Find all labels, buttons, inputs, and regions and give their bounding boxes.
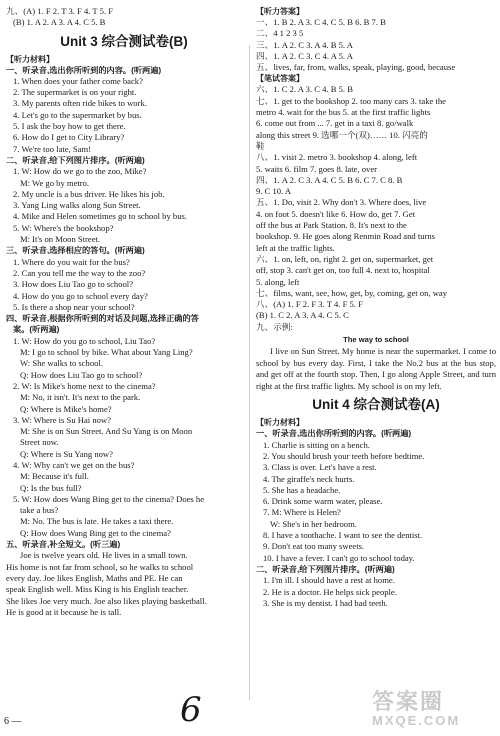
section-5-title: 五、听录音,补全短文。(听三遍): [6, 540, 121, 550]
answer-line: along this street 9. 选哪一个(双)…… 10. 闪亮的: [256, 129, 428, 140]
list-item: 1. Where do you wait for the bus?: [13, 256, 130, 267]
answer-line: 九、示例:: [256, 321, 293, 332]
answer-line: 一、1. B 2. A 3. C 4. C 5. B 6. B 7. B: [256, 17, 386, 27]
column-divider: [249, 45, 250, 700]
list-item: 4. W: Why can't we get on the bus?: [13, 459, 135, 470]
answer-line: off, stop 3. can't get on, too full 4. next to, hospital: [256, 265, 430, 276]
list-item: 1. When does your father come back?: [13, 75, 143, 86]
u4-section-1-title: 一、听录音,选出你所听到的内容。(听两遍): [256, 429, 412, 439]
list-item: 1. I'm ill. I should have a rest at home.: [263, 575, 395, 586]
passage-line: Joe is twelve years old. He lives in a small town.: [20, 550, 188, 561]
list-item: M: She is on Sun Street. And Su Yang is on Moon: [20, 426, 193, 437]
material-header: 【听力材料】: [6, 54, 54, 64]
list-item: 5. Is there a shop near your school?: [13, 301, 135, 312]
list-item: 3. Class is over. Let's have a rest.: [263, 462, 377, 473]
list-item: 3. My parents often ride bikes to work.: [13, 98, 147, 109]
list-item: 9. Don't eat too many sweets.: [263, 541, 365, 552]
passage-line: speak English well. Miss King is his English teacher.: [6, 584, 189, 595]
answer-line: 三、1. A 2. C 3. A 4. B 5. A: [256, 39, 353, 50]
answer-line: 八、(A) 1. F 2. F 3. T 4. F 5. F: [256, 299, 363, 310]
list-item: take a bus?: [20, 505, 59, 516]
section-4-title-cont: 案。(听两遍): [13, 325, 60, 335]
answer-line: 鞋: [256, 140, 265, 151]
list-item: 3. Yang Ling walks along Sun Street.: [13, 200, 141, 211]
handwritten-mark: 6: [180, 690, 202, 730]
list-item: M: No. The bus is late. He takes a taxi there.: [20, 516, 174, 527]
list-item: 1. Charlie is sitting on a bench.: [263, 439, 370, 450]
list-item: 5. She has a headache.: [263, 484, 341, 495]
answer-line: 5. along, left: [256, 276, 300, 287]
list-item: 1. W: How do you go to school, Liu Tao?: [13, 335, 156, 346]
list-item: M: We go by metro.: [20, 177, 90, 188]
watermark-line-2: MXQE.COM: [372, 713, 461, 728]
section-3-title: 三、听录音,选择相应的答句。(听两遍): [6, 246, 145, 256]
list-item: 2. My uncle is a bus driver. He likes his job.: [13, 188, 165, 199]
list-item: 5. W: Where's the bookshop?: [13, 222, 114, 233]
watermark-logo: [372, 690, 498, 732]
section-2-title: 二、听录音,给下列图片排序。(听两遍): [6, 155, 145, 165]
essay-text: I live on Sun Street. My home is near the supermarket. I come to school by bus every day. First, I take the No.2 bus at the bus stop, and get off at the fourth stop. Then, I go along Apple Street, and turn right at the first traffic lights. My school is on my left.: [256, 346, 496, 391]
answer-line: 4. on foot 5. doesn't like 6. How do, get 7. Get: [256, 208, 416, 219]
answer-line: 6. come out from ... 7. get in a taxi 8. go/walk: [256, 118, 414, 129]
list-item: M: I go to school by bike. What about Yang Ling?: [20, 347, 193, 358]
prev-answer-line-b: (B) 1. A 2. A 3. A 4. C 5. B: [13, 17, 106, 28]
answer-line: 七、1. get to the bookshop 2. too many cars 3. take the: [256, 95, 446, 106]
list-item: 2. W: Is Mike's home next to the cinema?: [13, 380, 156, 391]
right-column: [256, 6, 496, 609]
answer-line: 六、1. C 2. A 3. C 4. B 5. B: [256, 84, 353, 95]
list-item: 10. I have a fever. I can't go to school today.: [263, 552, 415, 563]
list-item: Street now.: [20, 437, 59, 448]
listening-answers-header: 【听力答案】: [256, 7, 304, 16]
list-item: 6. How do I get to City Library?: [13, 132, 125, 143]
list-item: 4. Let's go to the supermarket by bus.: [13, 109, 142, 120]
list-item: Q: Is the bus full?: [20, 482, 82, 493]
list-item: 4. How do you go to school every day?: [13, 290, 148, 301]
essay-title: The way to school: [343, 335, 409, 345]
watermark-line-1: 答案圈: [372, 689, 445, 714]
u4-section-2-title: 二、听录音,给下列图片排序。(听两遍): [256, 564, 395, 574]
list-item: 5. I ask the boy how to get there.: [13, 121, 126, 132]
list-item: 4. Mike and Helen sometimes go to school by bus.: [13, 211, 188, 222]
written-answers-header: 【笔试答案】: [256, 74, 304, 84]
unit-4-title: Unit 4 综合测试卷(A): [312, 397, 440, 413]
list-item: Q: Where is Su Yang now?: [20, 448, 113, 459]
answer-line: 四、1. A 2. C 3. A 4. C 5. B 6. C 7. C 8. B: [256, 174, 403, 185]
list-item: M: No, it isn't. It's next to the park.: [20, 392, 141, 403]
u4-material-header: 【听力材料】: [256, 418, 304, 428]
answer-line: 四、1. A 2. C 3. C 4. A 5. A: [256, 50, 353, 61]
list-item: 2. You should brush your teeth before bedtime.: [263, 450, 425, 461]
answer-line: metro 4. wait for the bus 5. at the first traffic lights: [256, 107, 431, 118]
list-item: 3. W: Where is Su Hai now?: [13, 414, 111, 425]
passage-line: every day. Joe likes English, Maths and PE. He can: [6, 572, 183, 583]
list-item: 3. How does Liu Tao go to school?: [13, 279, 134, 290]
answer-line: off the bus at Park Station. 8. It's next to the: [256, 220, 407, 231]
section-1-title: 一、听录音,选出你所听到的内容。(听两遍): [6, 65, 162, 75]
answer-line: left at the traffic lights.: [256, 242, 335, 253]
prev-answer-line-a: 九、(A) 1. F 2. T 3. F 4. T 5. F: [6, 6, 114, 16]
list-item: Q: How does Wang Bing get to the cinema?: [20, 527, 171, 538]
answer-line: 9. C 10. A: [256, 186, 292, 197]
list-item: 5. W: How does Wang Bing get to the cinema? Does he: [13, 493, 205, 504]
answer-line: 5. waits 6. film 7. goes 8. late, over: [256, 163, 378, 174]
answer-line: 二、4 1 2 3 5: [256, 28, 304, 39]
page-number: 6 —: [4, 716, 22, 727]
list-item: 1. W: How do we go to the zoo, Mike?: [13, 166, 147, 177]
section-4-title: 四、听录音,根据你所听到的对话及问题,选择正确的答: [6, 314, 199, 324]
list-item: 7. We're too late, Sam!: [13, 143, 92, 154]
list-item: W: She's in her bedroom.: [270, 518, 357, 529]
list-item: W: She walks to school.: [20, 358, 103, 369]
passage-line: She likes Joe very much. Joe also likes playing basketball.: [6, 595, 207, 606]
list-item: 6. Drink some warm water, please.: [263, 496, 383, 507]
list-item: M: It's on Moon Street.: [20, 234, 101, 245]
list-item: Q: Where is Mike's home?: [20, 403, 112, 414]
list-item: 2. Can you tell me the way to the zoo?: [13, 267, 146, 278]
answer-line: 五、1. Do, visit 2. Why don't 3. Where does, live: [256, 197, 427, 208]
list-item: 8. I have a toothache. I want to see the dentist.: [263, 530, 423, 541]
passage-line: He is good at it because he is tall.: [6, 606, 122, 617]
list-item: 2. The supermarket is on your right.: [13, 87, 137, 98]
answer-line: 五、lives, far, from, walks, speak, playing, good, because: [256, 62, 456, 73]
list-item: 3. She is my dentist. I had bad teeth.: [263, 597, 388, 608]
list-item: 2. He is a doctor. He helps sick people.: [263, 586, 397, 597]
answer-line: 八、1. visit 2. metro 3. bookshop 4. along, left: [256, 152, 418, 163]
answer-line: 七、films, want, see, how, get, by, coming, get on, way: [256, 287, 448, 298]
answer-line: 六、1. on, left, on, right 2. get on, supermarket, get: [256, 253, 434, 264]
list-item: 4. The giraffe's neck hurts.: [263, 473, 355, 484]
answer-line: (B) 1. C 2. A 3. A 4. C 5. C: [256, 310, 349, 321]
answer-line: bookshop. 9. He goes along Renmin Road and turns: [256, 231, 436, 242]
passage-line: His home is not far from school, so he walks to school: [6, 561, 194, 572]
list-item: Q: How does Liu Tao go to school?: [20, 369, 143, 380]
list-item: M: Because it's full.: [20, 471, 89, 482]
list-item: 7. M: Where is Helen?: [263, 507, 341, 518]
left-column: [6, 6, 242, 618]
unit-3-title: Unit 3 综合测试卷(B): [60, 33, 188, 49]
